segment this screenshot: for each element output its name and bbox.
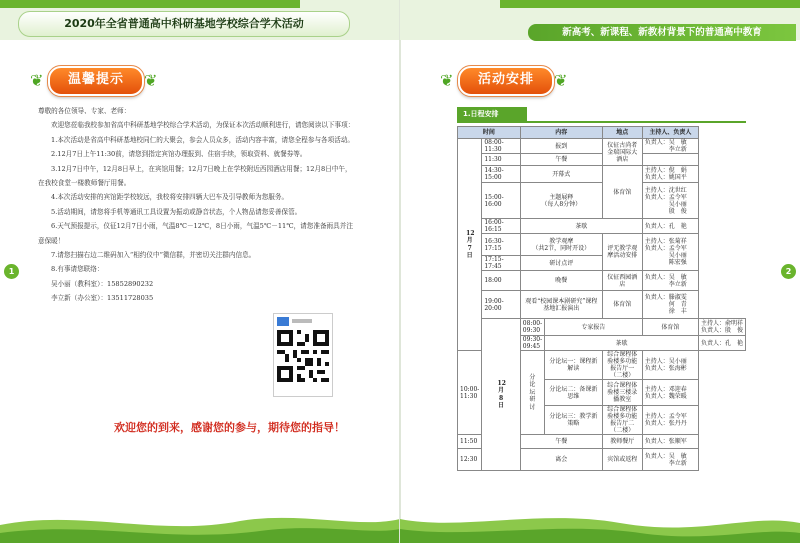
- table-row: 12:30 离会 宾馆或返程 负责人：吴 敏 李立新: [458, 449, 746, 471]
- header-green-stripe: [500, 0, 800, 8]
- tip-item: 6.天气预报提示，仪征12月7日小雨，气温8℃－12℃，8日小雨，气温5℃－11℃，请您准备雨具并注意保暖！: [38, 222, 353, 245]
- table-row: 15:00-16:00 主题展释 （每人8分钟） 主持人：沈世红 负责人：孟令军 吴小丽 殷 俊: [458, 183, 746, 219]
- table-header-row: [458, 127, 746, 139]
- left-header: [0, 0, 400, 40]
- table-row: 17:15-17:45 研讨点评: [458, 256, 746, 271]
- right-header: [400, 0, 800, 40]
- greeting: 尊敬的各位领导、专家、老师：: [38, 107, 131, 115]
- page-number-right: 2: [781, 264, 796, 279]
- col-header-place: 地点: [602, 127, 642, 139]
- table-row: 分论坛二：备课新思维 综合课程体验楼三楼录播教室 主持人：邓迎春 负责人：魏荣暖: [458, 380, 746, 406]
- section-title-schedule: 活动安排: [478, 72, 535, 87]
- schedule-rule: [457, 121, 746, 123]
- qr-code-icon: [277, 330, 329, 382]
- left-header-title: 2020年全省普通高中科研基地学校综合学术活动: [18, 11, 350, 37]
- table-row: 10:00-11:30 分论坛研讨 分论坛一：课程新解读 综合课程体验楼多功能报告厅一（二楼） 主持人：吴小丽 负责人：张海彬: [458, 351, 746, 380]
- table-row: 18:00 晚餐 仪征西园酒店 负责人：吴 敏 李立新: [458, 271, 746, 291]
- day-label: 12月8日: [482, 319, 520, 471]
- leaf-icon: ❦: [440, 71, 455, 90]
- table-row: 12月7日 08:00-11:30 报到 仪征古尚者金瑞国际大酒店 负责人：吴 敏 李立新: [458, 139, 746, 154]
- tip-item: 3.12月7日中午，12月8日早上，在宾馆用餐；12月7日晚上在学校附近西园酒店用餐；12月8日中午，在我校食堂一楼教师餐厅用餐。: [38, 164, 352, 188]
- section-badge-schedule: [440, 66, 569, 96]
- welcome-message: 欢迎您的到来，感谢您的参与，期待您的指导！: [114, 421, 345, 434]
- section-badge-tips: [30, 66, 159, 96]
- page-number-left: 1: [4, 264, 19, 279]
- table-row: 11:30 午餐: [458, 154, 746, 166]
- col-header-resp: 主持人、负责人: [642, 127, 698, 139]
- table-row: 11:50 午餐 教师餐厅 负责人：张顺军: [458, 435, 746, 449]
- tip-item: 7.请您扫描右边二维码加入“相约仪中”微信群，并密切关注群内信息。: [51, 251, 256, 260]
- table-row: 19:00-20:00 观看“校园课本剧研究”课程基地汇报演出 体育馆 负责人：滕淑雯 何 青 徐 丰: [458, 291, 746, 319]
- footer-wave-left: [0, 503, 400, 543]
- table-row: 16:30-17:15 教学观摩 （共2节，同时开设） 评无教学观摩活动安排 主持人：张菊祥 负责人：孟令军 吴小丽 陈宏强: [458, 234, 746, 256]
- leaf-icon: ❦: [30, 71, 45, 90]
- leaf-icon: ❦: [144, 71, 159, 90]
- table-row: 09:30-09:45 茶歇 负责人：孔 艳: [458, 336, 746, 351]
- contact-line: 李立新（办公室）：13511728035: [51, 294, 154, 303]
- right-header-title: 新高考、新课程、新教材背景下的普通高中教育: [528, 24, 796, 41]
- tip-item: 8.有事请您联络：: [51, 265, 104, 274]
- col-header-time: 时间: [458, 127, 521, 139]
- forum-label: 分论坛研讨: [520, 351, 544, 435]
- day-label: 12月7日: [458, 139, 482, 351]
- schedule-tab: 1.日程安排: [457, 107, 527, 121]
- group-avatar-icon: [277, 317, 289, 326]
- tip-item: 5.活动期间，请您将手机等通讯工具设置为振动或静音状态，个人物品请您妥善保管。: [51, 207, 302, 216]
- tip-item: 4.本次活动安排的宾馆距学校较远，我校将安排四辆大巴车及引导教师为您服务。: [51, 193, 289, 202]
- table-row: 16:00-16:15 茶歇 负责人：孔 艳: [458, 219, 746, 234]
- intro-paragraph: 欢迎您莅临我校参加省高中科研基地学校综合学术活动，为保证本次活动顺利进行，请您阅读以下事项：: [51, 121, 355, 130]
- table-row: 12月8日 08:00-09:30 专家报告 体育馆 主持人：俞明祥 负责人：殷 俊: [458, 319, 746, 336]
- footer-wave-right: [400, 503, 800, 543]
- contact-line: 吴小丽（教科室）：15852890232: [51, 279, 154, 288]
- qr-label: [292, 319, 312, 323]
- header-green-stripe: [0, 0, 300, 8]
- col-header-content: 内容: [520, 127, 602, 139]
- tip-item: 2.12月7日上午11:30前，请您到指定宾馆办理报到、住宿手续，领取资料、就餐券等。: [51, 150, 307, 159]
- book-spine: [399, 0, 401, 543]
- tips-letter: [38, 104, 356, 306]
- schedule-table: [457, 126, 746, 471]
- section-title-tips: 温馨提示: [68, 72, 125, 87]
- wechat-qr-card[interactable]: [273, 313, 333, 397]
- table-row: 分论坛三：教学新策略 综合课程体验楼多功能报告厅二（二楼） 主持人：孟令军 负责人：张丹丹: [458, 406, 746, 435]
- leaf-icon: ❦: [554, 71, 569, 90]
- tip-item: 1.本次活动是省高中科研基地校同仁的大聚会，参会人员众多，活动内容丰富，请您全程参与各项活动。: [51, 135, 355, 144]
- table-row: 14:30-15:00 开幕式 体育馆 主持人：倪 娟 负责人：姚国平: [458, 166, 746, 183]
